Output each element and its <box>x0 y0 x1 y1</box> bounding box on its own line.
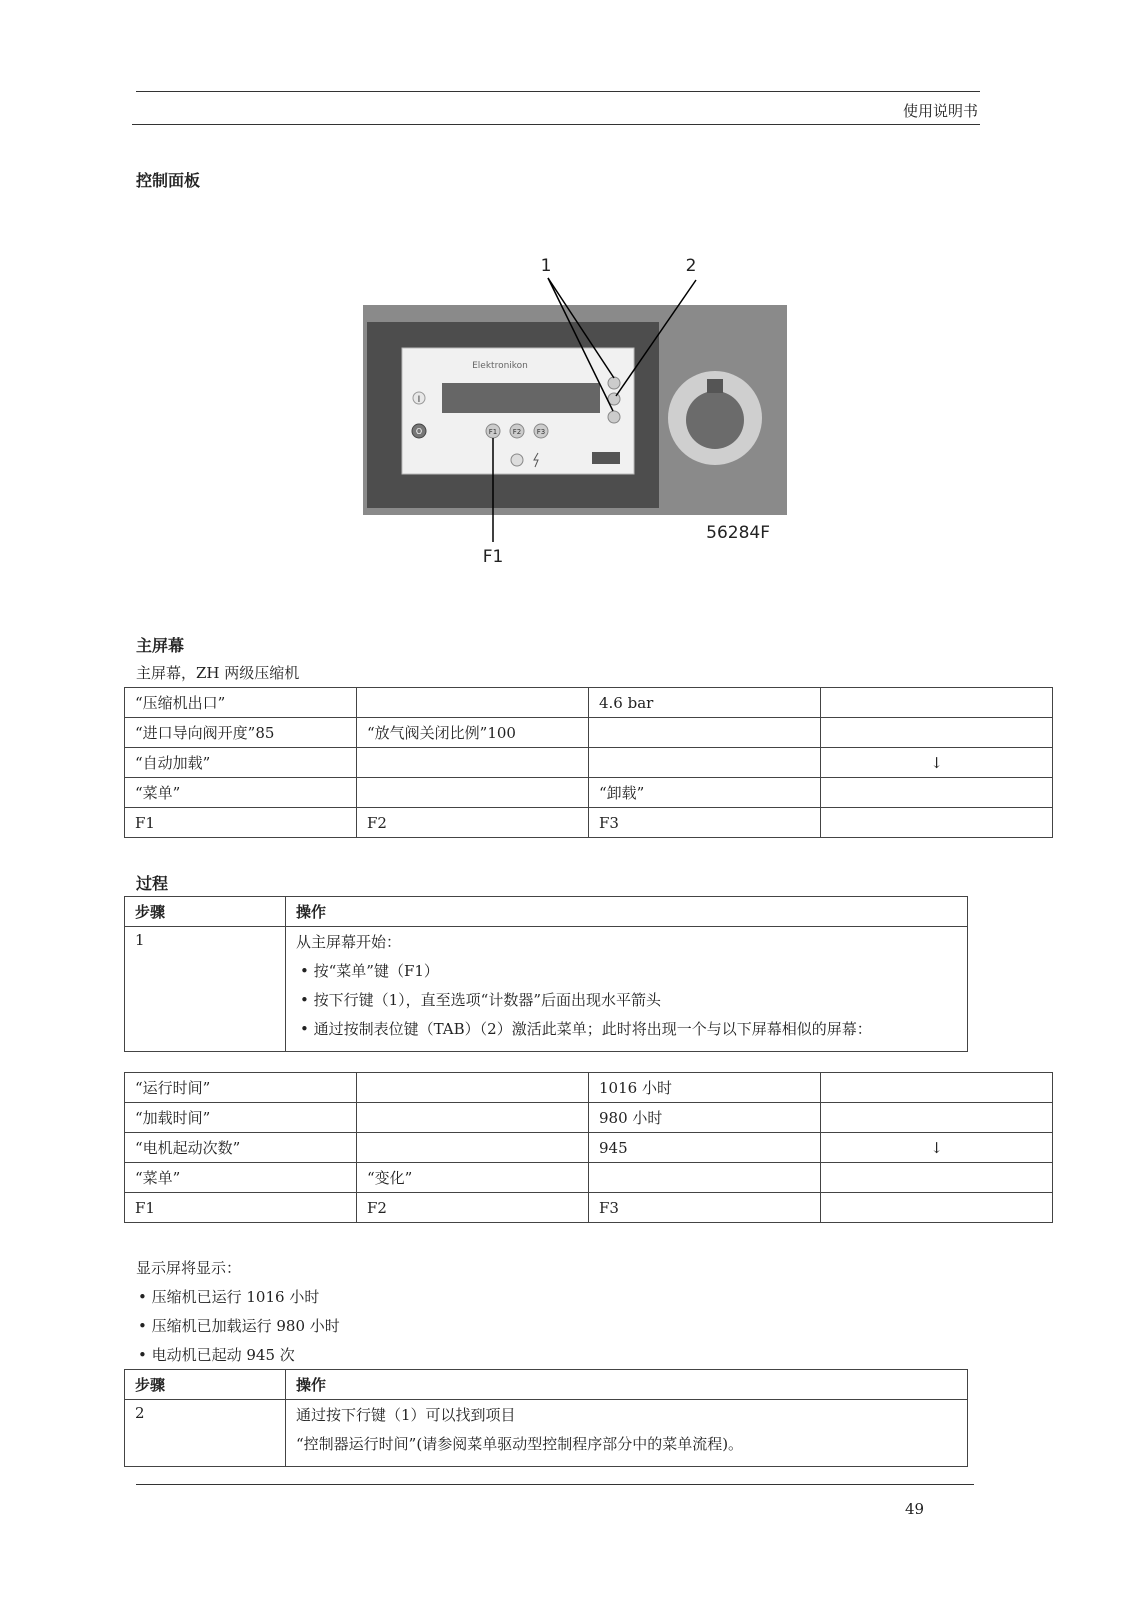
table-cell <box>821 808 1053 838</box>
table-row <box>125 1400 968 1467</box>
table-cell: 980 小时 <box>589 1103 821 1133</box>
callout-label-2: 2 <box>685 256 697 276</box>
table-cell: F3 <box>589 808 821 838</box>
table-cell <box>357 748 589 778</box>
table-cell: “卸载” <box>589 778 821 808</box>
action-line: “控制器运行时间”(请参阅菜单驱动型控制程序部分中的菜单流程)。 <box>296 1435 744 1453</box>
table-row <box>125 688 1053 718</box>
table-cell <box>357 1073 589 1103</box>
document-title: 使用说明书 <box>902 102 978 120</box>
status-led <box>511 454 523 466</box>
table-row <box>125 778 1053 808</box>
table-cell: F2 <box>357 808 589 838</box>
table-cell <box>357 1103 589 1133</box>
section-title-control-panel: 控制面板 <box>136 171 201 190</box>
list-item: • 压缩机已运行 1016 小时 <box>138 1288 320 1306</box>
page-number: 49 <box>905 1500 925 1518</box>
table-cell: 4.6 bar <box>589 688 821 718</box>
table-cell: “进口导向阀开度”85 <box>125 718 357 748</box>
table-cell <box>357 778 589 808</box>
step-number: 1 <box>125 927 286 1052</box>
list-item: • 压缩机已加载运行 980 小时 <box>138 1317 340 1335</box>
scroll-down-key <box>608 411 620 423</box>
control-panel-figure <box>360 250 790 580</box>
down-arrow-icon: ↓ <box>821 748 1053 778</box>
table-cell <box>589 718 821 748</box>
counter-screen-table <box>124 1072 1053 1223</box>
f2-key-label: F2 <box>512 428 522 436</box>
main-screen-subtitle: 主屏幕，ZH 两级压缩机 <box>136 664 300 682</box>
table-cell: F1 <box>125 808 357 838</box>
lcd-display <box>442 383 600 413</box>
table-row <box>125 1133 1053 1163</box>
main-screen-table <box>124 687 1053 838</box>
warning-icon <box>707 379 723 393</box>
table-header-row <box>125 1370 968 1400</box>
callout-label-1: 1 <box>540 256 552 276</box>
step-action <box>286 927 968 1052</box>
table-row <box>125 927 968 1052</box>
column-header-action: 操作 <box>286 897 968 927</box>
action-line: • 按下行键（1），直至选项“计数器”后面出现水平箭头 <box>300 991 661 1009</box>
footer-rule <box>136 1484 974 1485</box>
brand-logo <box>592 452 620 464</box>
action-line: 从主屏幕开始： <box>296 933 402 951</box>
table-row <box>125 808 1053 838</box>
step-number: 2 <box>125 1400 286 1467</box>
table-cell <box>821 1193 1053 1223</box>
table-cell: “压缩机出口” <box>125 688 357 718</box>
header-rule-top <box>136 91 980 92</box>
table-cell: “菜单” <box>125 778 357 808</box>
table-row <box>125 1163 1053 1193</box>
table-cell <box>821 718 1053 748</box>
table-cell: “菜单” <box>125 1163 357 1193</box>
table-cell: “加载时间” <box>125 1103 357 1133</box>
table-cell: “变化” <box>357 1163 589 1193</box>
table-cell <box>589 1163 821 1193</box>
scroll-up-key <box>608 377 620 389</box>
action-line: 通过按下行键（1）可以找到项目 <box>296 1406 516 1424</box>
table-cell: F1 <box>125 1193 357 1223</box>
table-cell: “运行时间” <box>125 1073 357 1103</box>
table-row <box>125 1103 1053 1133</box>
callout-label-f1: F1 <box>482 547 504 567</box>
table-cell: “放气阀关闭比例”100 <box>357 718 589 748</box>
column-header-step: 步骤 <box>125 897 286 927</box>
list-item: • 电动机已起动 945 次 <box>138 1346 295 1364</box>
table-cell: F3 <box>589 1193 821 1223</box>
table-row <box>125 1073 1053 1103</box>
table-cell: “电机起动次数” <box>125 1133 357 1163</box>
action-line: • 通过按制表位键（TAB）（2）激活此菜单；此时将出现一个与以下屏幕相似的屏幕： <box>300 1020 872 1038</box>
f1-key-label: F1 <box>488 428 498 436</box>
display-intro: 显示屏将显示： <box>136 1259 242 1277</box>
stop-key-label: O <box>415 427 423 436</box>
section-title-main-screen: 主屏幕 <box>136 636 185 655</box>
table-cell <box>821 778 1053 808</box>
table-header-row <box>125 897 968 927</box>
f3-key-label: F3 <box>536 428 546 436</box>
table-cell: 1016 小时 <box>589 1073 821 1103</box>
table-cell <box>589 748 821 778</box>
header-rule-bottom <box>132 124 980 125</box>
table-cell: 945 <box>589 1133 821 1163</box>
table-cell <box>821 1163 1053 1193</box>
column-header-step: 步骤 <box>125 1370 286 1400</box>
table-cell <box>821 688 1053 718</box>
brand-label: Elektronikon <box>472 361 528 371</box>
action-line: • 按“菜单”键（F1） <box>300 962 439 980</box>
emergency-stop-button <box>686 391 744 449</box>
table-cell <box>821 1073 1053 1103</box>
display-bullet-list <box>138 1286 340 1373</box>
column-header-action: 操作 <box>286 1370 968 1400</box>
table-cell <box>821 1103 1053 1133</box>
step-action <box>286 1400 968 1467</box>
process-table-2 <box>124 1369 968 1467</box>
table-cell <box>357 1133 589 1163</box>
down-arrow-icon: ↓ <box>821 1133 1053 1163</box>
table-row <box>125 1193 1053 1223</box>
table-cell: “自动加载” <box>125 748 357 778</box>
figure-code: 56284F <box>706 523 770 543</box>
table-row <box>125 748 1053 778</box>
start-key-label: I <box>417 395 421 405</box>
table-row <box>125 718 1053 748</box>
process-table-1 <box>124 896 968 1052</box>
table-cell <box>357 688 589 718</box>
table-cell: F2 <box>357 1193 589 1223</box>
section-title-process: 过程 <box>136 874 169 893</box>
